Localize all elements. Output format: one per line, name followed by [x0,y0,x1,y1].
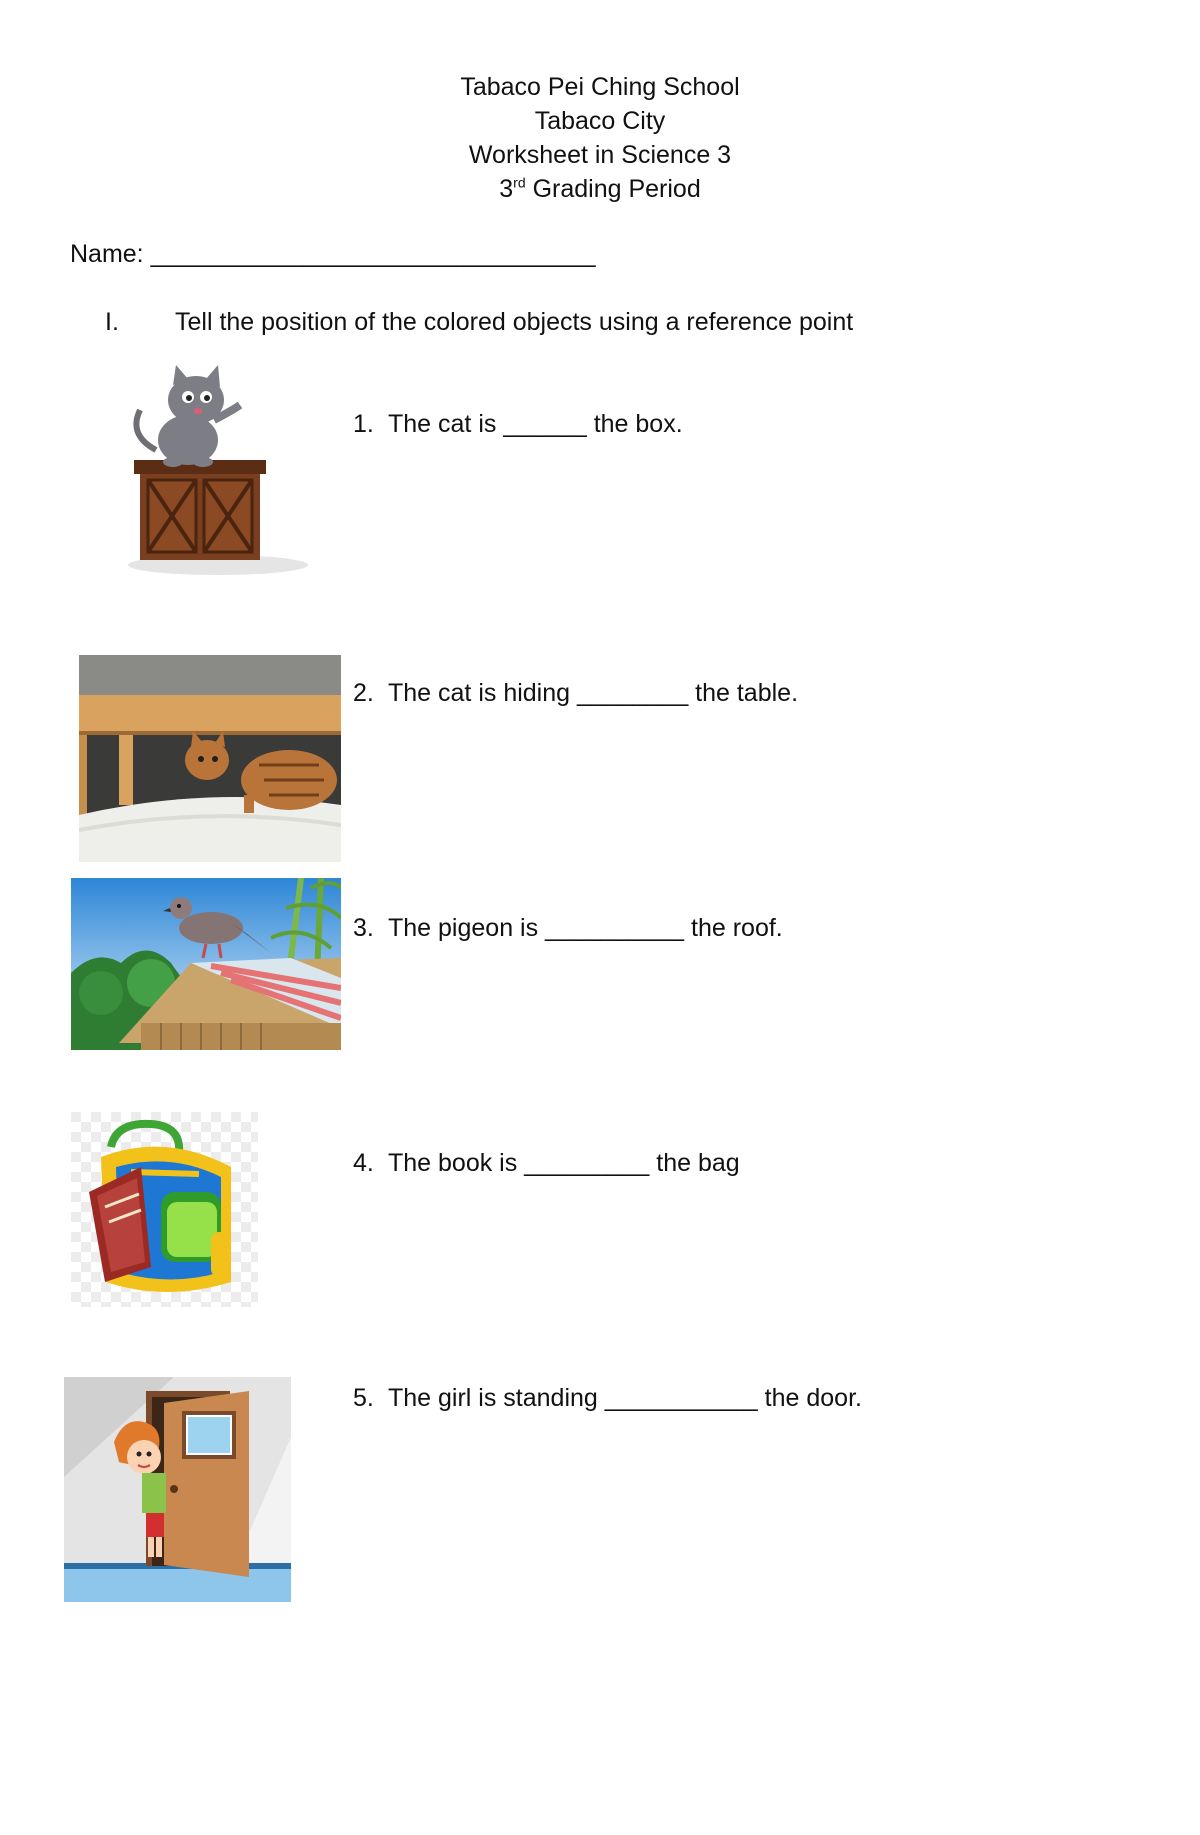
question-text: The book is _________ the bag [388,1149,740,1177]
question-5 [353,1384,862,1413]
city-name: Tabaco City [534,107,666,135]
grading-number: 3 [499,175,514,203]
question-number: 4. [353,1149,374,1177]
instruction [105,308,853,337]
girl-behind-door-image [64,1377,291,1602]
worksheet-title: Worksheet in Science 3 [468,141,732,169]
cat-under-table-image [79,655,341,862]
pigeon-on-roof-icon [71,878,341,1050]
girl-behind-door-icon [64,1377,291,1602]
cat-under-table-icon [79,655,341,862]
book-in-bag-icon [71,1112,258,1307]
question-number: 2. [353,679,374,707]
instruction-text: Tell the position of the colored objects using a reference point [175,308,854,336]
question-number: 1. [353,410,374,438]
question-3 [353,914,783,943]
question-text: The pigeon is __________ the roof. [388,914,783,942]
question-1 [353,410,683,439]
instruction-numeral: I. [105,308,119,336]
question-2 [353,679,798,708]
school-name: Tabaco Pei Ching School [460,73,740,101]
question-text: The cat is ______ the box. [388,410,683,438]
grading-text: Grading Period [525,175,701,203]
book-in-bag-image [71,1112,258,1307]
name-label: Name: [70,240,144,268]
cat-on-box-icon [118,365,318,580]
grading-superscript: rd [513,174,526,191]
question-4 [353,1149,740,1178]
grading-period [0,172,1200,206]
name-blank[interactable]: ________________________________ [150,240,596,268]
question-number: 5. [353,1384,374,1412]
name-field [70,240,596,269]
pigeon-on-roof-image [71,878,341,1050]
question-number: 3. [353,914,374,942]
worksheet-header [0,70,1200,206]
question-text: The girl is standing ___________ the door. [388,1384,862,1412]
question-text: The cat is hiding ________ the table. [388,679,799,707]
cat-on-box-image [118,365,318,580]
